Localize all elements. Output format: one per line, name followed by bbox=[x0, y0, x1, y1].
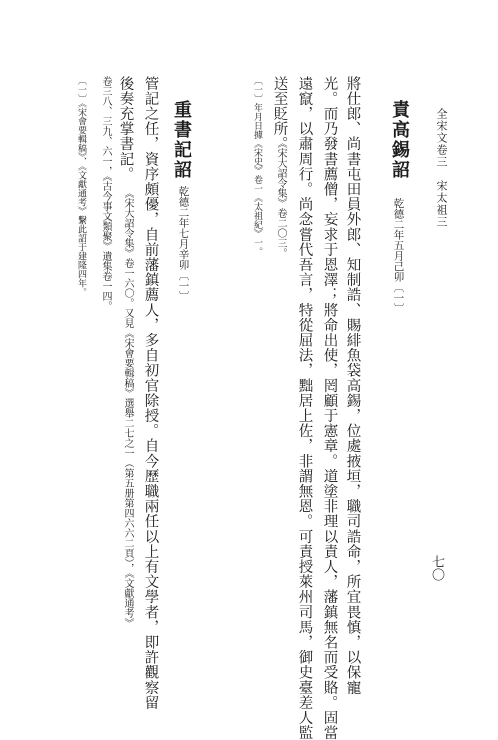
source-citation: 《宋大詔令集》卷二〇三。 bbox=[275, 138, 286, 258]
body-line: 後奏充掌書記。 bbox=[117, 76, 134, 182]
article-date: 乾德二年七月辛卯〔一〕 bbox=[177, 186, 190, 302]
body-line: 管記之任，資序頗優，自前藩鎮薦人，多自初官除授。自今歷職兩任以上有文學者，即許觀察留 bbox=[142, 76, 159, 711]
footnote: 〔一〕《宋會要輯稿》、《文獻通考》繫此詔于建隆四年。 bbox=[76, 76, 86, 297]
body-line: 送至貶所。 bbox=[271, 76, 288, 152]
running-header: 全宋文卷三 宋太祖三 bbox=[435, 108, 448, 228]
source-citation-continued: 卷三八、三九、六一，《古今事文類聚》遺集卷一四。 bbox=[100, 76, 111, 311]
source-citation: 《宋大詔令集》卷一六〇。又見《宋會要輯稿》選舉二七之一（第五册第四六六二頁），《文獻通考》 bbox=[122, 188, 133, 628]
article-title: 重書記詔 bbox=[171, 100, 192, 180]
article-date: 乾德二年五月己卯〔一〕 bbox=[392, 198, 405, 314]
body-line: 光。而乃發書薦僧，妄求于恩澤；將命出使，罔顧于憲章。道塗非理以責人，藩鎮無名而受賂。固當 bbox=[321, 76, 338, 740]
article-title: 責高錫詔 bbox=[389, 100, 410, 180]
body-line: 遠竄，以肅周行。尚念嘗代吾言，特從屈法，黜居上佐，非謂無恩。可責授萊州司馬，御史臺差人監 bbox=[296, 76, 313, 740]
page-number: 七〇 bbox=[429, 555, 444, 581]
footnote: 〔一〕年月日據《宋史》卷一《太祖紀》一。 bbox=[252, 76, 262, 256]
body-line: 將仕郎、尚書屯田員外郎、知制誥、賜緋魚袋高錫，位處掖垣，職司誥命，所宜畏慎，以保寵 bbox=[344, 76, 361, 696]
